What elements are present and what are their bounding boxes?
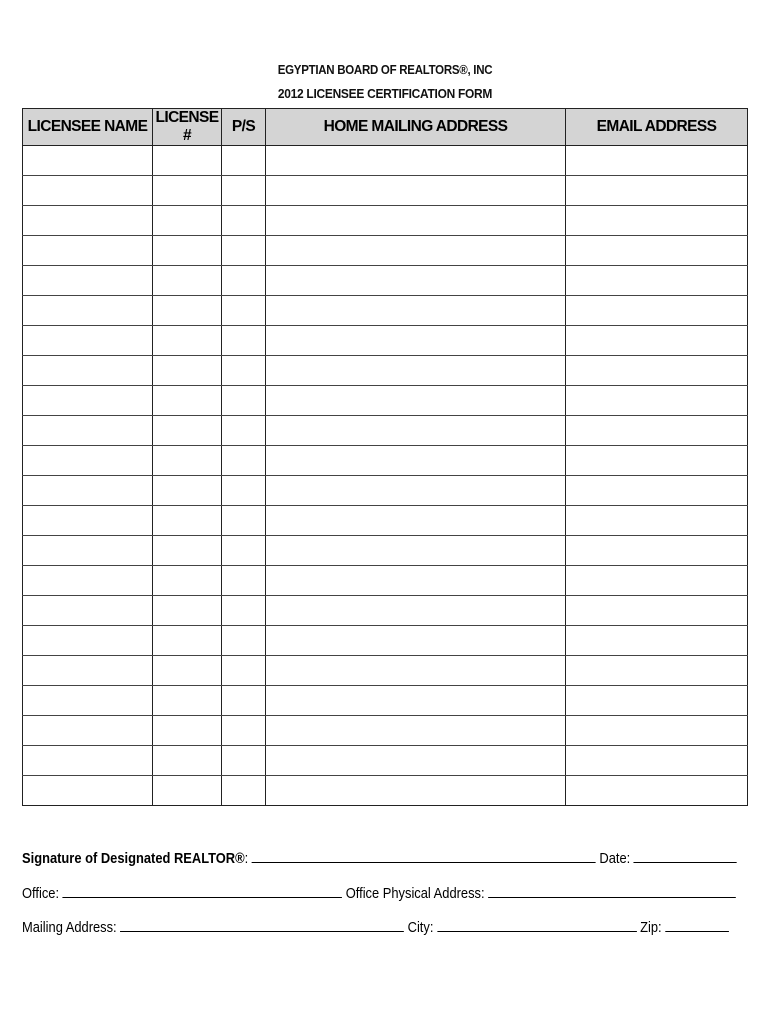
licensee-name-cell[interactable] [23,296,153,326]
home-mailing-address-cell[interactable] [266,716,566,746]
table-row [23,416,748,446]
license-number-cell[interactable] [153,716,222,746]
licensee-name-cell[interactable] [23,506,153,536]
email-address-cell[interactable] [566,326,748,356]
city-label: City: [407,919,434,936]
license-number-cell[interactable] [153,686,222,716]
signature-label: Signature of Designated REALTOR® [22,850,245,867]
license-number-cell[interactable] [153,656,222,686]
ps-cell[interactable] [222,746,266,776]
table-row [23,356,748,386]
mailing-address-field[interactable] [120,917,404,932]
email-address-cell[interactable] [566,176,748,206]
home-mailing-address-cell[interactable] [266,326,566,356]
license-number-cell[interactable] [153,746,222,776]
home-mailing-address-cell[interactable] [266,236,566,266]
license-number-cell[interactable] [153,176,222,206]
license-number-cell[interactable] [153,146,222,176]
home-mailing-address-cell[interactable] [266,446,566,476]
email-address-cell[interactable] [566,206,748,236]
license-number-cell[interactable] [153,326,222,356]
license-number-cell[interactable] [153,536,222,566]
office-line [22,883,736,902]
home-mailing-address-cell[interactable] [266,266,566,296]
home-mailing-address-cell[interactable] [266,206,566,236]
ps-cell[interactable] [222,476,266,506]
license-number-cell[interactable] [153,386,222,416]
home-mailing-address-cell[interactable] [266,656,566,686]
license-number-cell[interactable] [153,446,222,476]
licensee-name-cell[interactable] [23,746,153,776]
licensee-name-cell[interactable] [23,356,153,386]
license-number-cell[interactable] [153,356,222,386]
ps-cell[interactable] [222,656,266,686]
licensee-name-cell[interactable] [23,596,153,626]
license-number-cell[interactable] [153,416,222,446]
license-number-cell[interactable] [153,476,222,506]
table-row [23,446,748,476]
license-number-cell[interactable] [153,206,222,236]
home-mailing-address-cell[interactable] [266,746,566,776]
ps-cell[interactable] [222,416,266,446]
table-body [23,146,748,806]
licensee-name-cell[interactable] [23,416,153,446]
email-address-cell[interactable] [566,716,748,746]
email-address-cell[interactable] [566,416,748,446]
home-mailing-address-cell[interactable] [266,476,566,506]
ps-cell[interactable] [222,686,266,716]
home-mailing-address-cell[interactable] [266,776,566,806]
license-number-cell[interactable] [153,776,222,806]
licensee-table [22,108,748,806]
home-mailing-address-cell[interactable] [266,506,566,536]
city-field[interactable] [437,917,637,932]
home-mailing-address-cell[interactable] [266,416,566,446]
zip-label: Zip: [640,919,662,936]
license-number-cell[interactable] [153,266,222,296]
ps-cell[interactable] [222,446,266,476]
licensee-name-cell[interactable] [23,176,153,206]
table-row [23,506,748,536]
table-row [23,716,748,746]
license-number-cell[interactable] [153,296,222,326]
email-address-cell[interactable] [566,386,748,416]
licensee-name-cell[interactable] [23,686,153,716]
ps-cell[interactable] [222,326,266,356]
date-field[interactable] [634,848,737,863]
table-row [23,296,748,326]
email-address-cell[interactable] [566,746,748,776]
licensee-name-cell[interactable] [23,236,153,266]
home-mailing-address-cell[interactable] [266,566,566,596]
email-address-cell[interactable] [566,296,748,326]
column-header-email-address: EMAIL ADDRESS [566,109,748,146]
licensee-name-cell[interactable] [23,146,153,176]
signature-field[interactable] [252,848,596,863]
column-header-licensee-name: LICENSEE NAME [23,109,153,146]
column-header-home-mailing-address: HOME MAILING ADDRESS [266,109,566,146]
ps-cell[interactable] [222,176,266,206]
mailing-line [22,917,729,936]
email-address-cell[interactable] [566,536,748,566]
ps-cell[interactable] [222,506,266,536]
home-mailing-address-cell[interactable] [266,356,566,386]
ps-cell[interactable] [222,296,266,326]
table-row [23,146,748,176]
home-mailing-address-cell[interactable] [266,536,566,566]
ps-cell[interactable] [222,566,266,596]
email-address-cell[interactable] [566,776,748,806]
licensee-name-cell[interactable] [23,566,153,596]
table-row [23,266,748,296]
license-number-cell[interactable] [153,506,222,536]
table-row [23,236,748,266]
ps-cell[interactable] [222,716,266,746]
licensee-name-cell[interactable] [23,656,153,686]
office-address-field[interactable] [488,883,736,898]
home-mailing-address-cell[interactable] [266,596,566,626]
home-mailing-address-cell[interactable] [266,686,566,716]
licensee-name-cell[interactable] [23,386,153,416]
ps-cell[interactable] [222,236,266,266]
ps-cell[interactable] [222,356,266,386]
table-row [23,776,748,806]
table-row [23,686,748,716]
table-row [23,206,748,236]
mailing-address-label: Mailing Address: [22,919,117,936]
email-address-cell[interactable] [566,146,748,176]
form-title: 2012 LICENSEE CERTIFICATION FORM [277,86,493,101]
column-header-license-number: LICENSE # [153,109,222,146]
table-row [23,386,748,416]
home-mailing-address-cell[interactable] [266,626,566,656]
ps-cell[interactable] [222,596,266,626]
home-mailing-address-cell[interactable] [266,296,566,326]
table-row [23,626,748,656]
licensee-name-cell[interactable] [23,446,153,476]
email-address-cell[interactable] [566,596,748,626]
licensee-name-cell[interactable] [23,476,153,506]
ps-cell[interactable] [222,536,266,566]
signature-line: Signature of Designated REALTOR®: Date: [22,848,737,867]
home-mailing-address-cell[interactable] [266,176,566,206]
column-header-ps: P/S [222,109,266,146]
license-number-cell[interactable] [153,566,222,596]
table-row [23,566,748,596]
licensee-name-cell[interactable] [23,266,153,296]
license-number-cell[interactable] [153,236,222,266]
table-row [23,656,748,686]
date-label: Date: [599,850,631,867]
ps-cell[interactable] [222,776,266,806]
licensee-name-cell[interactable] [23,776,153,806]
email-address-cell[interactable] [566,626,748,656]
licensee-name-cell[interactable] [23,716,153,746]
table-row [23,326,748,356]
licensee-name-cell[interactable] [23,206,153,236]
license-number-cell[interactable] [153,596,222,626]
licensee-name-cell[interactable] [23,626,153,656]
ps-cell[interactable] [222,146,266,176]
licensee-name-cell[interactable] [23,536,153,566]
table-header-row [23,109,748,146]
email-address-cell[interactable] [566,236,748,266]
email-address-cell[interactable] [566,506,748,536]
ps-cell[interactable] [222,626,266,656]
table-row [23,746,748,776]
license-number-cell[interactable] [153,626,222,656]
email-address-cell[interactable] [566,686,748,716]
ps-cell[interactable] [222,266,266,296]
email-address-cell[interactable] [566,476,748,506]
ps-cell[interactable] [222,386,266,416]
office-address-label: Office Physical Address: [345,885,485,902]
email-address-cell[interactable] [566,356,748,386]
home-mailing-address-cell[interactable] [266,146,566,176]
table-row [23,176,748,206]
licensee-name-cell[interactable] [23,326,153,356]
email-address-cell[interactable] [566,566,748,596]
email-address-cell[interactable] [566,656,748,686]
table-row [23,536,748,566]
table-row [23,596,748,626]
organization-name: EGYPTIAN BOARD OF REALTORS®, INC [277,63,493,77]
office-field[interactable] [63,883,343,898]
home-mailing-address-cell[interactable] [266,386,566,416]
ps-cell[interactable] [222,206,266,236]
office-label: Office: [22,885,60,902]
email-address-cell[interactable] [566,266,748,296]
zip-field[interactable] [665,917,729,932]
email-address-cell[interactable] [566,446,748,476]
table-row [23,476,748,506]
